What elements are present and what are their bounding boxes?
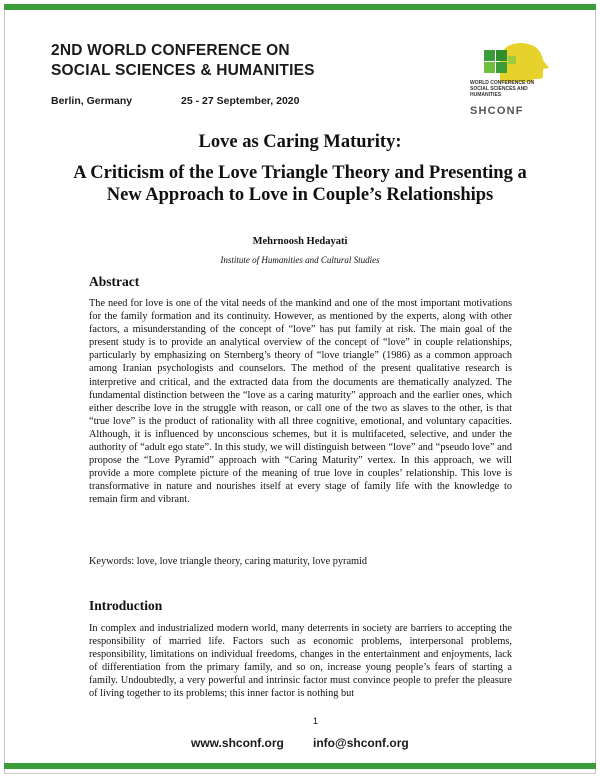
header-green-bar: [4, 4, 596, 10]
conference-location: Berlin, Germany: [51, 95, 133, 107]
page-footer: [4, 727, 596, 772]
paper-title-line2: A Criticism of the Love Triangle Theory and Presenting a New Approach to Love in Couple’s Relationships: [73, 163, 527, 205]
footer-email-link[interactable]: info@shconf.org: [313, 736, 409, 750]
abstract-text: The need for love is one of the vital needs of the mankind and one of the most important motivations for the family formation and its continuity. However, as mentioned by the experts, along with other factors, a misunderstanding of the concept of “love” has put family at risk. The main goal of the present study is to provide an analytical overview of the concept of “love” in couple relationships, particularly by emphasizing on Sternberg’s theory of “love triangle” (1986) as a common approach among Iranian psychologists and counselors. The method of the present qualitative research is interpretive and critical, and the extracted data from the documents are thematically analyzed. The fundamental distinction between the “love as a caring maturity” approach and the earlier ones, which either describe love in the struggle with reason, or call one of the two as slaves to the other, is that “true love” is the product of rationality with all three cognitive, emotional, and voluntary capacities. Although, it is influenced by unconscious schemes, but it is multifaceted, selective, and under the authority of “adult ego state”. In this study, we will distinguish between “love” and “pseudo love” and propose the “Love Pyramid” approach with “Caring Maturity” vertex. In this approach, we will provide a more complete picture of the meaning of true love in couples’ relationship. This love is transformative in nature and nourishes itself at every stage of family life with the knowledge to remain firm and vibrant.: [89, 298, 512, 506]
logo-caption: WORLD CONFERENCE ON SOCIAL SCIENCES AND HUMANITIES: [470, 80, 535, 98]
abstract-heading: Abstract: [89, 274, 140, 289]
conference-title: [51, 41, 315, 81]
paper-title-line1: Love as Caring Maturity:: [198, 132, 402, 152]
introduction-text: In complex and industrialized modern world, many deterrents in society are barriers to accepting the responsibility of married life. Factors such as economic problems, interpersonal problems, responsibility, limitations on individual freedoms, changes in the entertainment and enjoyments, lack of differentiation from the primary family, and so on, increase young people’s fears of starting a family. Undoubtedly, a very powerful and intrinsic factor must convince people to prefer the pleasure of living together to its problems; this inner factor is nothing but: [89, 623, 512, 700]
paper-affiliation: Institute of Humanities and Cultural Studies: [220, 255, 380, 265]
footer-green-bar: [4, 763, 596, 769]
conference-logo: [470, 38, 552, 122]
logo-head-icon: [470, 38, 552, 82]
conference-title-line2: SOCIAL SCIENCES & HUMANITIES: [51, 62, 315, 79]
footer-website-link[interactable]: www.shconf.org: [191, 736, 284, 750]
logo-wordmark: SHCONF: [470, 105, 524, 117]
introduction-heading: Introduction: [89, 598, 163, 613]
keywords: Keywords: love, love triangle theory, caring maturity, love pyramid: [89, 556, 368, 567]
paper-author: Mehrnoosh Hedayati: [252, 236, 348, 247]
conference-dates: 25 - 27 September, 2020: [181, 95, 300, 107]
conference-title-line1: 2ND WORLD CONFERENCE ON: [51, 42, 290, 59]
page-number: 1: [313, 716, 319, 726]
